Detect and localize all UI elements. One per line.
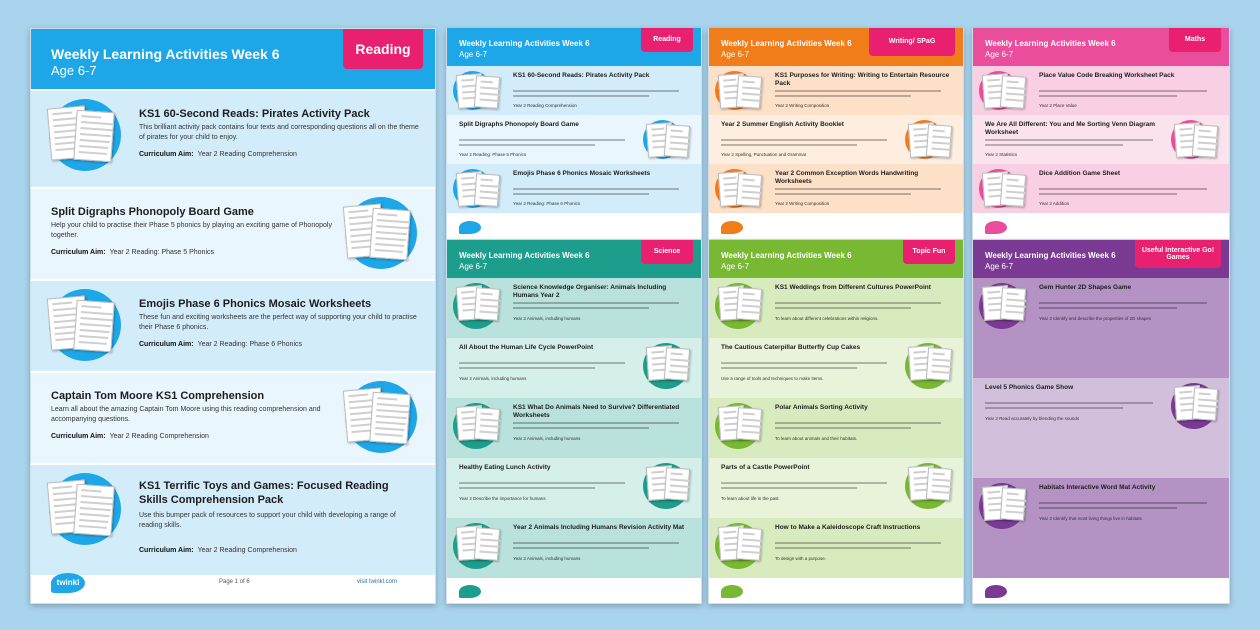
text-line	[775, 188, 941, 190]
activity-row[interactable]	[709, 164, 963, 213]
text-line	[459, 482, 625, 484]
activity-row[interactable]	[31, 91, 435, 187]
activity-title[interactable]: Year 2 Animals Including Humans Revision Activity Mat	[513, 524, 685, 531]
activity-row[interactable]	[709, 398, 963, 458]
worksheet-preview	[1192, 124, 1218, 158]
activity-row[interactable]	[709, 518, 963, 578]
text-line	[985, 144, 1123, 146]
activity-row[interactable]	[709, 66, 963, 115]
worksheet-preview	[926, 124, 952, 158]
text-line	[775, 427, 911, 429]
text-line	[459, 362, 625, 364]
twinkl-logo	[721, 221, 743, 234]
worksheet-preview	[1000, 173, 1026, 207]
sheet-header	[447, 240, 701, 278]
activity-title[interactable]: KS1 What Do Animals Need to Survive? Differentiated Worksheets	[513, 404, 680, 419]
sheet-title: Weekly Learning Activities Week 6	[459, 251, 590, 260]
curriculum-aim: Year 2 Animals, including humans	[513, 436, 581, 441]
text-line	[775, 547, 911, 549]
aim-value: Year 2 Reading Comprehension	[197, 151, 297, 158]
activity-description: Learn all about the amazing Captain Tom Moore using this reading comprehension and accompanying questions.	[51, 406, 321, 423]
category-tag: Topic Fun	[903, 240, 955, 264]
curriculum-aim: Year 2 Writing Composition	[775, 201, 830, 206]
aim-label: Curriculum Aim:	[51, 433, 106, 440]
activity-title[interactable]: KS1 Terrific Toys and Games: Focused Reading Skills Comprehension Pack	[139, 480, 389, 506]
sheet-title: Weekly Learning Activities Week 6	[459, 39, 590, 48]
curriculum-aim	[139, 151, 297, 158]
activity-title[interactable]: All About the Human Life Cycle PowerPoint	[459, 344, 594, 351]
reading-sheet-main	[30, 28, 436, 604]
aim-value: Year 2 Reading: Phase 5 Phonics	[109, 249, 215, 256]
page-number: Page 1 of 6	[219, 579, 250, 585]
curriculum-aim: To learn about life in the past.	[721, 496, 780, 501]
text-line	[1039, 90, 1207, 92]
sheet-footer	[973, 213, 1229, 239]
curriculum-aim	[139, 341, 302, 348]
text-line	[513, 427, 649, 429]
activity-title[interactable]: Captain Tom Moore KS1 Comprehension	[51, 390, 265, 402]
activity-title[interactable]: The Cautious Caterpillar Butterfly Cup Cakes	[721, 344, 861, 351]
activity-row[interactable]	[973, 115, 1229, 164]
activity-row[interactable]	[447, 66, 701, 115]
activity-row[interactable]	[31, 281, 435, 371]
activity-title[interactable]: We Are All Different: You and Me Sorting Venn Diagram Worksheet	[985, 121, 1155, 136]
activity-row[interactable]	[447, 338, 701, 398]
curriculum-aim: Year 2 Spelling, Punctuation and Grammar	[721, 152, 807, 157]
text-line	[775, 193, 911, 195]
sheet-age: Age 6-7	[721, 50, 750, 59]
category-tag: Useful Interactive Go! Games	[1135, 240, 1221, 268]
sheet-title: Weekly Learning Activities Week 6	[51, 46, 280, 62]
worksheet-preview	[664, 347, 690, 381]
text-line	[985, 407, 1123, 409]
curriculum-aim	[139, 547, 297, 554]
activity-title[interactable]: KS1 60-Second Reads: Pirates Activity Pack	[139, 108, 370, 120]
worksheet-preview	[1000, 287, 1026, 321]
activity-title[interactable]: Habitats Interactive Word Mat Activity	[1039, 484, 1156, 491]
aim-value: Year 2 Reading Comprehension	[197, 547, 297, 554]
sheet-footer	[973, 577, 1229, 603]
sheet-science	[446, 240, 702, 604]
curriculum-aim: Use a range of tools and techniques to make items.	[721, 376, 824, 381]
sheet-footer	[709, 213, 963, 239]
activity-title[interactable]: KS1 Purposes for Writing: Writing to Entertain Resource Pack	[775, 72, 950, 87]
activity-title[interactable]: Polar Animals Sorting Activity	[775, 404, 868, 411]
text-line	[721, 144, 857, 146]
text-line	[513, 193, 649, 195]
curriculum-aim: Year 2 Identify and describe the properties of 2D shapes	[1039, 316, 1152, 321]
activity-row[interactable]	[709, 115, 963, 164]
activity-title[interactable]: Science Knowledge Organiser: Animals Including Humans Year 2	[513, 284, 667, 299]
aim-label: Curriculum Aim:	[139, 151, 194, 158]
aim-value: Year 2 Reading: Phase 6 Phonics	[197, 341, 303, 348]
text-line	[459, 487, 595, 489]
text-line	[1039, 302, 1207, 304]
footer-link[interactable]: visit twinkl.com	[357, 579, 398, 585]
text-line	[513, 542, 679, 544]
text-line	[1039, 188, 1207, 190]
sheet-age: Age 6-7	[721, 262, 750, 271]
text-line	[985, 139, 1153, 141]
activity-row[interactable]	[973, 478, 1229, 578]
curriculum-aim: Year 2 Animals, including humans	[513, 556, 581, 561]
sheet-header	[709, 240, 963, 278]
category-tag: Science	[641, 240, 693, 264]
sheet-header	[709, 28, 963, 66]
text-line	[721, 482, 887, 484]
worksheet-preview	[736, 173, 762, 207]
twinkl-logo	[459, 585, 481, 598]
worksheet-preview	[1192, 387, 1218, 421]
activity-row[interactable]	[31, 373, 435, 463]
sheet-maths	[972, 28, 1230, 240]
text-line	[775, 95, 911, 97]
worksheet-preview	[1000, 487, 1026, 521]
activity-row[interactable]	[709, 458, 963, 518]
activity-row[interactable]	[973, 164, 1229, 213]
text-line	[513, 302, 679, 304]
twinkl-logo	[459, 221, 481, 234]
text-line	[1039, 507, 1177, 509]
sheet-writing	[708, 28, 964, 240]
sheet-footer	[447, 577, 701, 603]
activity-row[interactable]	[973, 66, 1229, 115]
activity-description: These fun and exciting worksheets are the perfect way of supporting your child to practise their Phase 6 phonics.	[139, 314, 417, 331]
sheet-age: Age 6-7	[985, 262, 1014, 271]
twinkl-logo	[985, 221, 1007, 234]
text-line	[721, 487, 857, 489]
curriculum-aim: Year 2 Addition	[1039, 201, 1070, 206]
sheet-footer	[709, 577, 963, 603]
worksheet-preview	[736, 527, 762, 561]
activity-title[interactable]: Dice Addition Game Sheet	[1039, 170, 1121, 177]
text-line	[985, 402, 1153, 404]
text-line	[513, 95, 649, 97]
activity-row[interactable]	[447, 278, 701, 338]
text-line	[775, 90, 941, 92]
activity-row[interactable]	[973, 378, 1229, 478]
activity-row[interactable]	[447, 398, 701, 458]
activity-title[interactable]: Level 5 Phonics Game Show	[985, 384, 1074, 391]
activity-row[interactable]	[709, 338, 963, 398]
curriculum-aim: Year 2 Reading: Phase 5 Phonics	[459, 152, 527, 157]
sheet-title: Weekly Learning Activities Week 6	[985, 251, 1116, 260]
worksheet-preview	[926, 467, 952, 501]
curriculum-aim	[51, 433, 209, 440]
worksheet-preview	[664, 467, 690, 501]
sheet-header	[31, 29, 435, 89]
text-line	[459, 144, 595, 146]
aim-label: Curriculum Aim:	[139, 341, 194, 348]
curriculum-aim: To learn about different celebrations within religions.	[775, 316, 879, 321]
curriculum-aim: Year 2 Writing Composition	[775, 103, 830, 108]
sheet-age: Age 6-7	[459, 262, 488, 271]
activity-row[interactable]	[973, 278, 1229, 378]
text-line	[775, 302, 941, 304]
text-line	[721, 139, 887, 141]
curriculum-aim: To learn about animals and their habitats.	[775, 436, 858, 441]
curriculum-aim: Year 2 Reading Comprehension	[513, 103, 577, 108]
worksheet-preview	[736, 287, 762, 321]
text-line	[721, 362, 887, 364]
text-line	[775, 422, 941, 424]
text-line	[1039, 95, 1177, 97]
text-line	[513, 422, 679, 424]
sheet-title: Weekly Learning Activities Week 6	[721, 251, 852, 260]
activity-title[interactable]: Year 2 Summer English Activity Booklet	[721, 121, 844, 128]
curriculum-aim: Year 2 Animals, including humans	[459, 376, 527, 381]
twinkl-logo	[985, 585, 1007, 598]
activity-title[interactable]: Split Digraphs Phonopoly Board Game	[51, 206, 254, 218]
sheet-games	[972, 240, 1230, 604]
activity-row[interactable]	[447, 458, 701, 518]
curriculum-aim	[51, 249, 214, 256]
worksheet-preview	[474, 407, 500, 441]
category-tag: Reading	[641, 28, 693, 52]
text-line	[1039, 307, 1177, 309]
text-line	[459, 367, 595, 369]
worksheet-preview	[369, 208, 410, 261]
activity-title[interactable]: Emojis Phase 6 Phonics Mosaic Worksheets	[513, 170, 651, 177]
text-line	[513, 547, 649, 549]
sheet-title: Weekly Learning Activities Week 6	[721, 39, 852, 48]
aim-label: Curriculum Aim:	[51, 249, 106, 256]
worksheet-preview	[474, 287, 500, 321]
activity-row[interactable]	[447, 164, 701, 213]
activity-description: Use this bumper pack of resources to support your child with developing a range of reading skills.	[139, 512, 396, 529]
activity-row[interactable]	[447, 115, 701, 164]
twinkl-logo	[721, 585, 743, 598]
curriculum-aim: Year 2 Animals, including humans	[513, 316, 581, 321]
worksheet-preview	[474, 173, 500, 207]
sheet-header	[973, 28, 1229, 66]
activity-title[interactable]: Split Digraphs Phonopoly Board Game	[459, 121, 579, 128]
text-line	[513, 188, 679, 190]
activity-title[interactable]: Parts of a Castle PowerPoint	[721, 464, 810, 471]
curriculum-aim: Year 2 Statistics	[985, 152, 1018, 157]
category-tag: Writing/ SPaG	[869, 28, 955, 56]
worksheet-preview	[1000, 75, 1026, 109]
worksheet-preview	[73, 110, 114, 163]
activity-title[interactable]: Place Value Code Breaking Worksheet Pack	[1039, 72, 1175, 79]
curriculum-aim: Year 2 Read accurately by blending the sounds	[985, 416, 1080, 421]
activity-row[interactable]	[31, 189, 435, 279]
worksheet-preview	[664, 124, 690, 158]
curriculum-aim: Year 2 Identify that most living things live in habitats	[1039, 516, 1142, 521]
text-line	[459, 139, 625, 141]
text-line	[775, 307, 911, 309]
text-line	[513, 90, 679, 92]
text-line	[1039, 193, 1177, 195]
sheet-age: Age 6-7	[459, 50, 488, 59]
twinkl-logo: twinkl	[51, 573, 85, 593]
activity-title[interactable]: KS1 Weddings from Different Cultures PowerPoint	[775, 284, 931, 291]
curriculum-aim: To design with a purpose.	[775, 556, 827, 561]
activity-title[interactable]: How to Make a Kaleidoscope Craft Instructions	[775, 524, 921, 531]
activity-title[interactable]: Year 2 Common Exception Words Handwriting Worksheets	[775, 170, 919, 185]
sheet-age: Age 6-7	[985, 50, 1014, 59]
sheet-reading	[446, 28, 702, 240]
worksheet-preview	[926, 347, 952, 381]
activity-row[interactable]	[709, 278, 963, 338]
activity-title[interactable]: Emojis Phase 6 Phonics Mosaic Worksheets	[139, 298, 372, 310]
sheet-header	[973, 240, 1229, 278]
text-line	[1039, 502, 1207, 504]
activity-row[interactable]	[447, 518, 701, 578]
activity-description: Help your child to practise their Phase 5 phonics by playing an exciting game of Phonopoly together.	[51, 222, 332, 239]
sheet-title: Weekly Learning Activities Week 6	[985, 39, 1116, 48]
worksheet-preview	[474, 527, 500, 561]
activity-title[interactable]: KS1 60-Second Reads: Pirates Activity Pack	[513, 72, 650, 79]
worksheet-preview	[736, 75, 762, 109]
worksheet-preview	[73, 484, 114, 537]
category-tag: Maths	[1169, 28, 1221, 52]
aim-label: Curriculum Aim:	[139, 547, 194, 554]
activity-title[interactable]: Healthy Eating Lunch Activity	[459, 464, 551, 471]
text-line	[513, 307, 649, 309]
curriculum-aim: Year 2 Describe the importance for humans	[459, 496, 546, 501]
sheet-footer	[447, 213, 701, 239]
curriculum-aim: Year 2 Reading: Phase 6 Phonics	[513, 201, 581, 206]
text-line	[775, 542, 941, 544]
sheet-age: Age 6-7	[51, 63, 97, 78]
aim-value: Year 2 Reading Comprehension	[109, 433, 209, 440]
text-line	[721, 367, 857, 369]
worksheet-preview	[736, 407, 762, 441]
sheet-footer	[31, 559, 435, 603]
curriculum-aim: Year 2 Place Value	[1039, 103, 1077, 108]
sheet-topic	[708, 240, 964, 604]
sheet-header	[447, 28, 701, 66]
worksheet-preview	[73, 300, 114, 353]
activity-description: This brilliant activity pack contains four texts and corresponding questions all on the theme of pirates for your child to enjoy.	[139, 124, 419, 141]
worksheet-preview	[474, 75, 500, 109]
worksheet-preview	[369, 392, 410, 445]
category-tag: Reading	[343, 29, 423, 69]
activity-title[interactable]: Gem Hunter 2D Shapes Game	[1039, 284, 1132, 291]
